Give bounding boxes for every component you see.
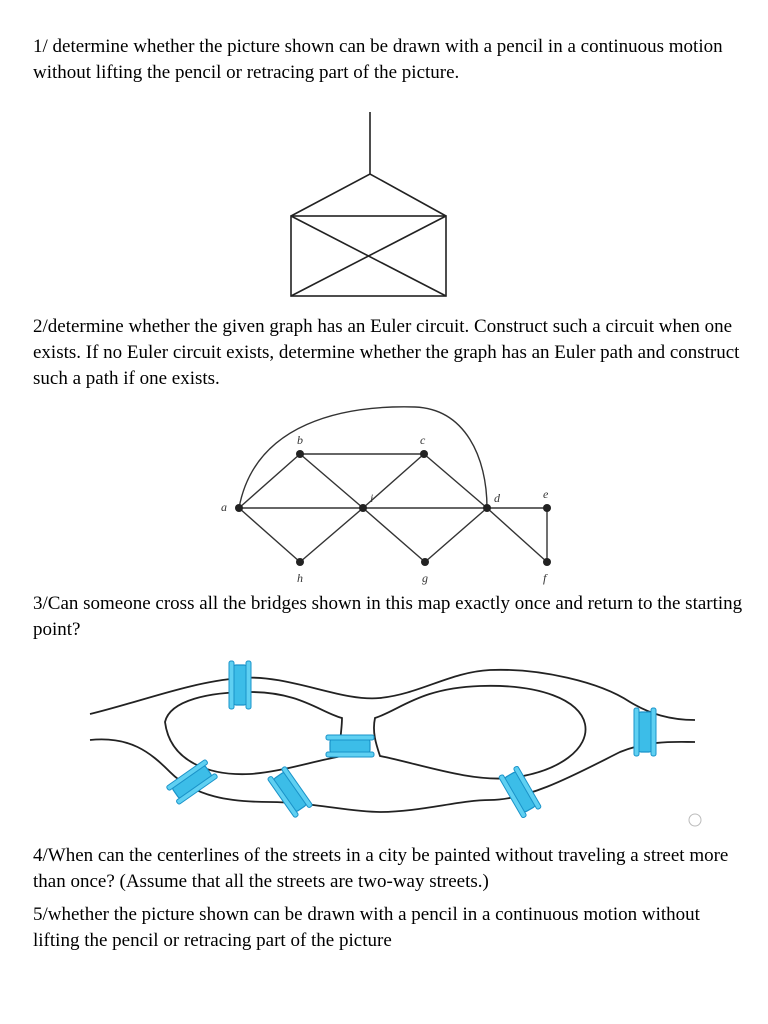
vertex-i — [359, 504, 367, 512]
bridge-3 — [166, 759, 218, 805]
vertex-h — [296, 558, 304, 566]
vertex-g — [421, 558, 429, 566]
label-e: e — [543, 487, 549, 501]
question-3: 3/Can someone cross all the bridges shown in this map exactly once and return to the starting point? — [33, 593, 743, 640]
vertex-e — [543, 504, 551, 512]
label-c: c — [420, 433, 426, 447]
bridge-2 — [326, 735, 374, 757]
label-d: d — [494, 491, 500, 505]
vertex-b — [296, 450, 304, 458]
question-1: 1/ determine whether the picture shown can be drawn with a pencil in a continuous motion without lifting the pencil or retracing part of the picture. — [33, 36, 723, 83]
edge-d-g — [425, 508, 487, 562]
edge-i-g — [363, 508, 425, 562]
question-5: 5/whether the picture shown can be drawn with a pencil in a continuous motion without lifting the pencil or retracing part of the picture — [33, 904, 700, 951]
vertex-d — [483, 504, 491, 512]
vertex-c — [420, 450, 428, 458]
label-a: a — [221, 500, 227, 514]
expand-icon[interactable] — [689, 814, 701, 826]
roof-lines — [291, 174, 446, 216]
bridge-6 — [634, 708, 656, 756]
question-2: 2/determine whether the given graph has an Euler circuit. Construct such a circuit when one exists. If no Euler circuit exists, determine whether the graph has an Euler path and construct such a path if one exists. — [33, 316, 740, 389]
bridges — [166, 661, 656, 818]
euler-graph — [215, 402, 565, 587]
bridge-4 — [267, 766, 313, 818]
edge-a-b — [239, 454, 300, 508]
label-g: g — [422, 571, 428, 585]
edge-c-d — [424, 454, 487, 508]
label-i: i — [370, 491, 374, 505]
label-h: h — [297, 571, 303, 585]
envelope-figure — [283, 92, 583, 304]
label-b: b — [297, 433, 303, 447]
edge-a-h — [239, 508, 300, 562]
edge-b-i — [300, 454, 363, 508]
vertex-a — [235, 504, 243, 512]
bridges-map — [80, 652, 710, 827]
vertex-f — [543, 558, 551, 566]
edge-i-h — [300, 508, 363, 562]
bridge-1 — [229, 661, 251, 709]
label-f: f — [543, 571, 547, 585]
question-4: 4/When can the centerlines of the streets in a city be painted without traveling a street more than once? (Assume that all the streets are two-way streets.) — [33, 845, 729, 892]
edge-d-f — [487, 508, 547, 562]
edge-a-d-arc — [239, 407, 487, 508]
